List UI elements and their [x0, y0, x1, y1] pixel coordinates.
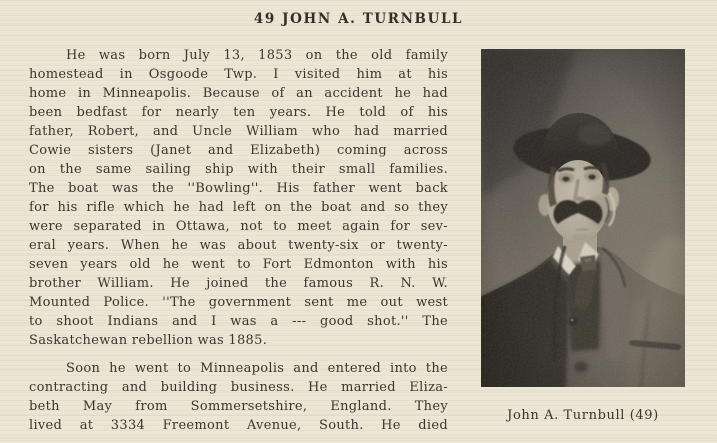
text-line: been bedfast for nearly ten years. He told of his	[29, 105, 448, 120]
text-line: homestead in Osgoode Twp. I visited him at his	[29, 67, 448, 82]
text-line: contracting and building business. He married Eliza-	[29, 380, 448, 395]
text-line: He was born July 13, 1853 on the old family	[66, 48, 448, 63]
text-line: Soon he went to Minneapolis and entered into the	[66, 361, 448, 376]
text-line: Cowie sisters (Janet and Elizabeth) coming across	[29, 143, 448, 158]
text-line: on the same sailing ship with their small families.	[29, 162, 448, 177]
text-line: father, Robert, and Uncle William who had married	[29, 124, 448, 139]
text-line: The boat was the ''Bowling''. His father went back	[29, 181, 448, 196]
text-line: for his rifle which he had left on the boat and so they	[29, 200, 448, 215]
text-line: Saskatchewan rebellion was 1885.	[29, 333, 268, 348]
text-line: brother William. He joined the famous R. N. W.	[29, 276, 448, 291]
paragraph	[29, 46, 448, 350]
text-line: Mounted Police. ''The government sent me out west	[29, 295, 448, 310]
text-line: beth May from Sommersetshire, England. They	[29, 399, 448, 414]
text-line: lived at 3334 Freemont Avenue, South. He died	[29, 418, 448, 433]
text-line: to shoot Indians and I was a --- good shot.'' The	[29, 314, 448, 329]
portrait-photo-image	[481, 49, 685, 387]
portrait-photo	[481, 49, 685, 387]
text-line: were separated in Ottawa, not to meet again for sev-	[29, 219, 448, 234]
text-line: eral years. When he was about twenty-six or twenty-	[29, 238, 448, 253]
text-line: seven years old he went to Fort Edmonton with his	[29, 257, 448, 272]
article-text	[29, 46, 448, 435]
paragraph	[29, 359, 448, 435]
page-title: 49 JOHN A. TURNBULL	[253, 11, 464, 27]
text-line: home in Minneapolis. Because of an accident he had	[29, 86, 448, 101]
photo-caption: John A. Turnbull (49)	[507, 408, 659, 423]
